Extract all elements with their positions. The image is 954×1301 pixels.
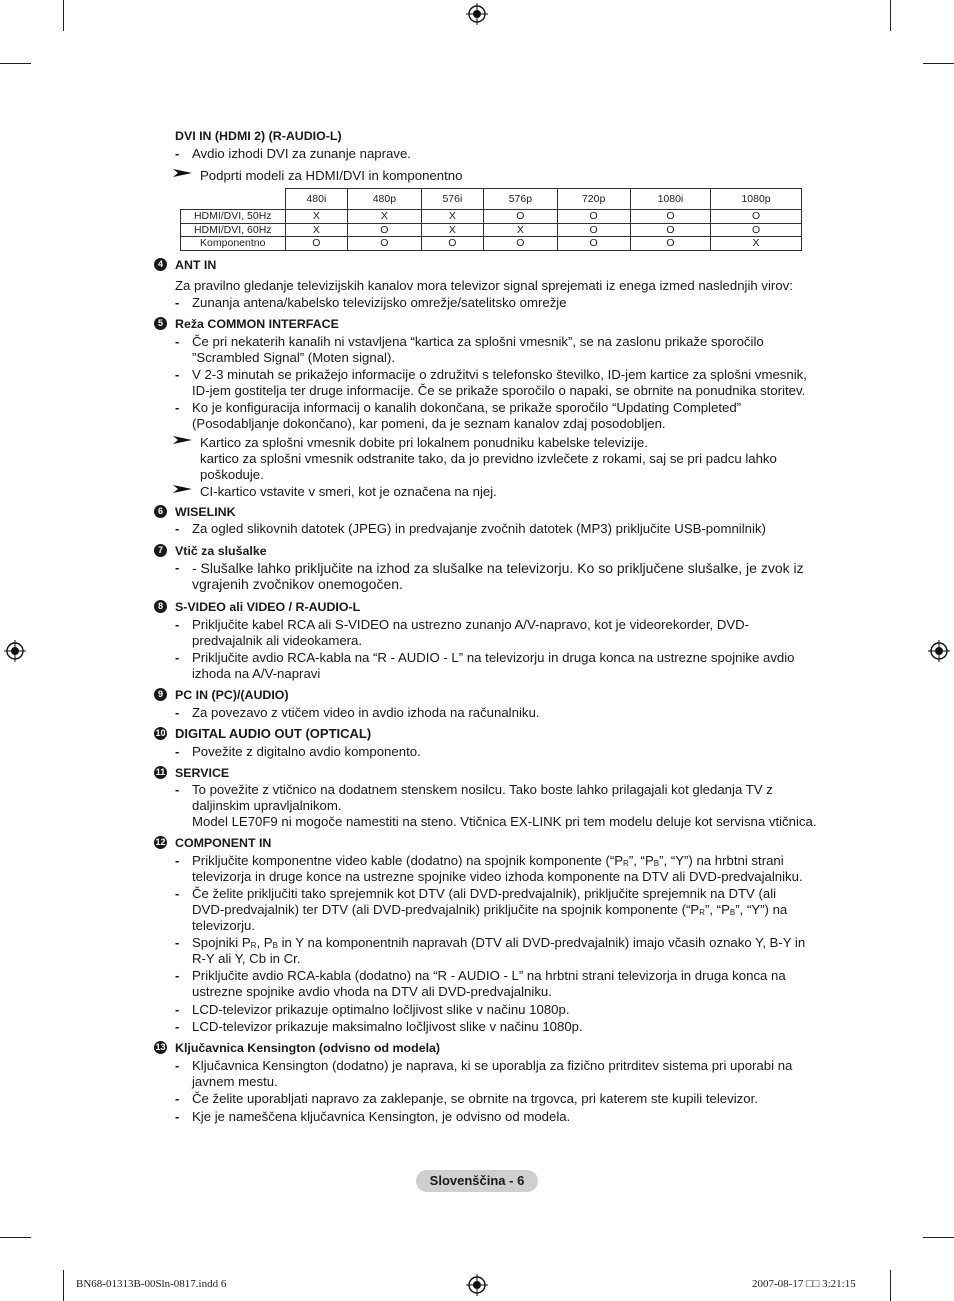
registration-mark-icon <box>466 3 488 25</box>
crop-mark <box>890 0 891 31</box>
table-header-cell: 576i <box>421 189 484 210</box>
bullet-text: Ključavnica Kensington (dodatno) je naprava, ki se uporablja za fizično pritrditev sistema pri uporabi na <box>192 1058 793 1073</box>
section-number-badge: 10 <box>155 728 166 738</box>
bullet-text: Če želite priključiti tako sprejemnik kot DTV (ali DVD-predvajalnik), priključite sprejemnik na DTV (ali <box>192 886 777 901</box>
table-cell: O <box>711 210 802 224</box>
crop-mark <box>923 63 954 64</box>
bullet-text: predvajalnik ali videokamera. <box>192 633 363 648</box>
table-row <box>181 223 802 237</box>
table-cell: O <box>285 237 348 251</box>
bullet-dash: - <box>175 521 180 536</box>
bullet-text: Priključite kabel RCA ali S-VIDEO na ustrezno zunanjo A/V-napravo, kot je videorekorder, DVD- <box>192 617 750 632</box>
bullet-dash: - <box>175 295 180 310</box>
resolution-table <box>180 188 802 251</box>
section-number-badge: 13 <box>155 1042 166 1052</box>
subscript: R <box>623 859 629 868</box>
bullet-text: To povežite z vtičnico na dodatnem stenskem nosilcu. Tako boste lahko prilagajali kot gledanja TV z <box>192 782 773 797</box>
bullet-text: javnem mestu. <box>192 1074 278 1089</box>
text-fragment: ”, “Y”) na <box>735 902 788 917</box>
bullet-text: (Posodabljanje dokončano), kar pomeni, da je seznam kanalov zdaj posodobljen. <box>192 416 666 431</box>
text-fragment: , P <box>256 935 273 950</box>
dvi-bullet: Avdio izhodi DVI za zunanje naprave. <box>192 146 411 161</box>
table-cell: O <box>484 210 557 224</box>
bullet-text: televizorja in druge konce na ustrezne spojnike video izhoda komponente na DTV ali DVD-predvajalniku. <box>192 869 803 884</box>
table-cell: O <box>630 223 710 237</box>
registration-mark-icon <box>4 640 26 662</box>
bullet-text: Priključite avdio RCA-kabla na “R - AUDIO - L” na televizorju in druga konca na ustrezne spojnike avdio <box>192 650 795 665</box>
bullet-dash: - <box>175 334 180 349</box>
bullet-text: vgrajenih zvočnikov onemogočen. <box>192 576 403 592</box>
text-fragment: ”, “P <box>704 902 730 917</box>
text-fragment: DVD-predvajalnik) ter DTV (ali DVD-predvajalnik) priključite na spojnik komponente (“P <box>192 902 700 917</box>
registration-mark-icon <box>928 640 950 662</box>
dvi-note: Podprti modeli za HDMI/DVI in komponentno <box>200 168 463 183</box>
crop-mark <box>63 1270 64 1301</box>
crop-mark <box>0 63 31 64</box>
section-number-badge: 8 <box>154 600 167 613</box>
note-arrow-icon <box>173 168 193 178</box>
paragraph: Za pravilno gledanje televizijskih kanalov mora televizor signal sprejemati iz enega izmed naslednjih virov: <box>175 278 793 293</box>
table-row <box>181 210 802 224</box>
table-cell: X <box>285 223 348 237</box>
slug-timestamp: 2007-08-17 □□ 3:21:15 <box>752 1278 856 1290</box>
note-arrow-icon <box>173 435 193 445</box>
bullet-text: izhoda na A/V-napravi <box>192 666 321 681</box>
table-header-cell: 576p <box>484 189 557 210</box>
section-title: ANT IN <box>175 258 217 272</box>
section-title: Vtič za slušalke <box>175 544 267 558</box>
bullet-text: Če pri nekaterih kanalih ni vstavljena “kartica za splošni vmesnik”, se na zaslonu prikaže sporočilo <box>192 334 764 349</box>
bullet-dash: - <box>175 886 180 901</box>
bullet-text: LCD-televizor prikazuje maksimalno ločljivost slike v načinu 1080p. <box>192 1019 583 1034</box>
table-cell: O <box>630 210 710 224</box>
bullet-text: Za ogled slikovnih datotek (JPEG) in predvajanje zvočnih datotek (MP3) priključite USB-pomnilnik) <box>192 521 766 536</box>
section-number-badge: 4 <box>154 258 167 271</box>
subscript: B <box>272 941 278 950</box>
text-fragment: in Y na komponentnih napravah (DTV ali DVD-predvajalnik) imajo včasih oznako Y, B-Y in <box>277 935 806 950</box>
bullet-text: televizorju. <box>192 918 256 933</box>
section-title: Ključavnica Kensington (odvisno od modela) <box>175 1041 441 1055</box>
table-row-label: HDMI/DVI, 50Hz <box>181 210 286 224</box>
bullet-dash: - <box>175 935 180 950</box>
section-title: PC IN (PC)/(AUDIO) <box>175 688 289 702</box>
section-number-badge: 9 <box>154 688 167 701</box>
bullet-dash: - <box>175 968 180 983</box>
section-title: SERVICE <box>175 766 230 780</box>
bullet-dash: - <box>175 1019 180 1034</box>
bullet-dash: - <box>175 744 180 759</box>
section-number-badge: 7 <box>154 544 167 557</box>
bullet-text: Povežite z digitalno avdio komponento. <box>192 744 421 759</box>
section-title: WISELINK <box>175 505 236 519</box>
bullet-text: ”Scrambled Signal” (Moten signal). <box>192 350 396 365</box>
bullet-text: Model LE70F9 ni mogoče namestiti na steno. Vtičnica EX-LINK pri tem modelu deluje kot servisna vtičnica. <box>192 814 817 829</box>
table-cell: O <box>348 223 421 237</box>
registration-mark-icon <box>466 1274 488 1296</box>
table-row <box>181 237 802 251</box>
table-header-cell: 1080p <box>711 189 802 210</box>
subscript: B <box>653 859 660 868</box>
table-cell: X <box>711 237 802 251</box>
subscript: R <box>699 908 705 917</box>
text-fragment: Priključite komponentne video kable (dodatno) na spojnik komponente (“P <box>192 853 624 868</box>
table-cell: X <box>285 210 348 224</box>
table-cell: O <box>711 223 802 237</box>
crop-mark <box>0 1237 31 1238</box>
table-cell: X <box>421 223 484 237</box>
bullet-text: ustrezne spojnike avdio vhoda na DTV ali DVD-predvajalniku. <box>192 984 552 999</box>
crop-mark <box>923 1237 954 1238</box>
bullet-dash: - <box>175 146 180 161</box>
bullet-dash: - <box>175 1109 180 1124</box>
bullet-dash: - <box>175 1091 180 1106</box>
bullet-text: ID-jem gostitelja ter druge informacije. Če se prikaže sporočilo o napaki, se obrnite na ponudnika storitev. <box>192 383 806 398</box>
bullet-dash: - <box>175 367 180 382</box>
table-header-cell: 1080i <box>630 189 710 210</box>
section-number-badge: 5 <box>154 317 167 330</box>
note-arrow-icon <box>173 484 193 494</box>
bullet-dash: - <box>175 400 180 415</box>
section-number-badge: 11 <box>155 767 166 777</box>
table-cell: O <box>557 237 630 251</box>
table-cell: O <box>557 223 630 237</box>
bullet-text <box>192 902 787 921</box>
table-cell: X <box>421 210 484 224</box>
bullet-text: Če želite uporabljati napravo za zaklepanje, se obrnite na trgovca, pri katerem ste kupili televizor. <box>192 1091 758 1106</box>
bullet-text: Ko je konfiguracija informacij o kanalih dokončana, se prikaže sporočilo “Updating Completed” <box>192 400 742 415</box>
crop-mark <box>890 1270 891 1301</box>
note-text: poškoduje. <box>200 467 264 482</box>
table-cell: O <box>630 237 710 251</box>
bullet-dash: - <box>175 853 180 868</box>
section-title: Reža COMMON INTERFACE <box>175 317 339 331</box>
bullet-text: Kje je nameščena ključavnica Kensington, je odvisno od modela. <box>192 1109 571 1124</box>
section-title: S-VIDEO ali VIDEO / R-AUDIO-L <box>175 600 361 614</box>
text-fragment: ”, “Y”) na hrbtni strani <box>659 853 784 868</box>
table-row-label: HDMI/DVI, 60Hz <box>181 223 286 237</box>
table-row-label: Komponentno <box>181 237 286 251</box>
note-text: kartico za splošni vmesnik odstranite tako, da jo previdno izvlečete z rokami, saj se pri padcu lahko <box>200 451 777 466</box>
table-header-cell: 720p <box>557 189 630 210</box>
table-cell: O <box>557 210 630 224</box>
table-cell: O <box>421 237 484 251</box>
section-title: COMPONENT IN <box>175 836 272 850</box>
bullet-text: daljinskim upravljalnikom. <box>192 798 342 813</box>
section-title: DIGITAL AUDIO OUT (OPTICAL) <box>175 726 372 741</box>
note-text: Kartico za splošni vmesnik dobite pri lokalnem ponudniku kabelske televizije. <box>200 435 648 450</box>
bullet-text: LCD-televizor prikazuje optimalno ločljivost slike v načinu 1080p. <box>192 1002 570 1017</box>
bullet-dash: - <box>175 560 180 575</box>
bullet-text: V 2-3 minutah se prikažejo informacije o združitvi s telefonsko številko, ID-jem kartice za splošni vmesnik, <box>192 367 807 382</box>
bullet-dash: - <box>175 617 180 632</box>
table-cell: X <box>484 223 557 237</box>
bullet-text: Za povezavo z vtičem video in avdio izhoda na računalniku. <box>192 705 540 720</box>
crop-mark <box>63 0 64 31</box>
subscript: B <box>729 908 736 917</box>
page-number-badge: Slovenščina - 6 <box>416 1170 538 1192</box>
table-cell: O <box>348 237 421 251</box>
table-header-row <box>181 189 802 210</box>
text-fragment: ”, “P <box>628 853 654 868</box>
bullet-dash: - <box>175 705 180 720</box>
section-title-dvi: DVI IN (HDMI 2) (R-AUDIO-L) <box>175 129 342 143</box>
text-fragment: Spojniki P <box>192 935 251 950</box>
subscript: R <box>250 941 257 950</box>
table-corner <box>181 189 286 210</box>
table-header-cell: 480i <box>285 189 348 210</box>
bullet-text: R-Y ali Y, Cb in Cr. <box>192 951 301 966</box>
table-cell: O <box>484 237 557 251</box>
section-number-badge: 6 <box>154 505 167 518</box>
table-header-cell: 480p <box>348 189 421 210</box>
bullet-dash: - <box>175 1058 180 1073</box>
bullet-dash: - <box>175 650 180 665</box>
bullet-text: Priključite avdio RCA-kabla (dodatno) na “R - AUDIO - L” na hrbtni strani televizorja in druga konca na <box>192 968 786 983</box>
bullet-text: Zunanja antena/kabelsko televizijsko omrežje/satelitsko omrežje <box>192 295 567 310</box>
note-text: CI-kartico vstavite v smeri, kot je označena na njej. <box>200 484 497 499</box>
section-number-badge: 12 <box>155 837 166 847</box>
slug-filename: BN68-01313B-00Sln-0817.indd 6 <box>76 1278 227 1290</box>
table-cell: X <box>348 210 421 224</box>
bullet-dash: - <box>175 1002 180 1017</box>
bullet-dash: - <box>175 782 180 797</box>
bullet-text: - Slušalke lahko priključite na izhod za slušalke na televizorju. Ko so priključene slušalke, je zvok iz <box>192 560 804 576</box>
